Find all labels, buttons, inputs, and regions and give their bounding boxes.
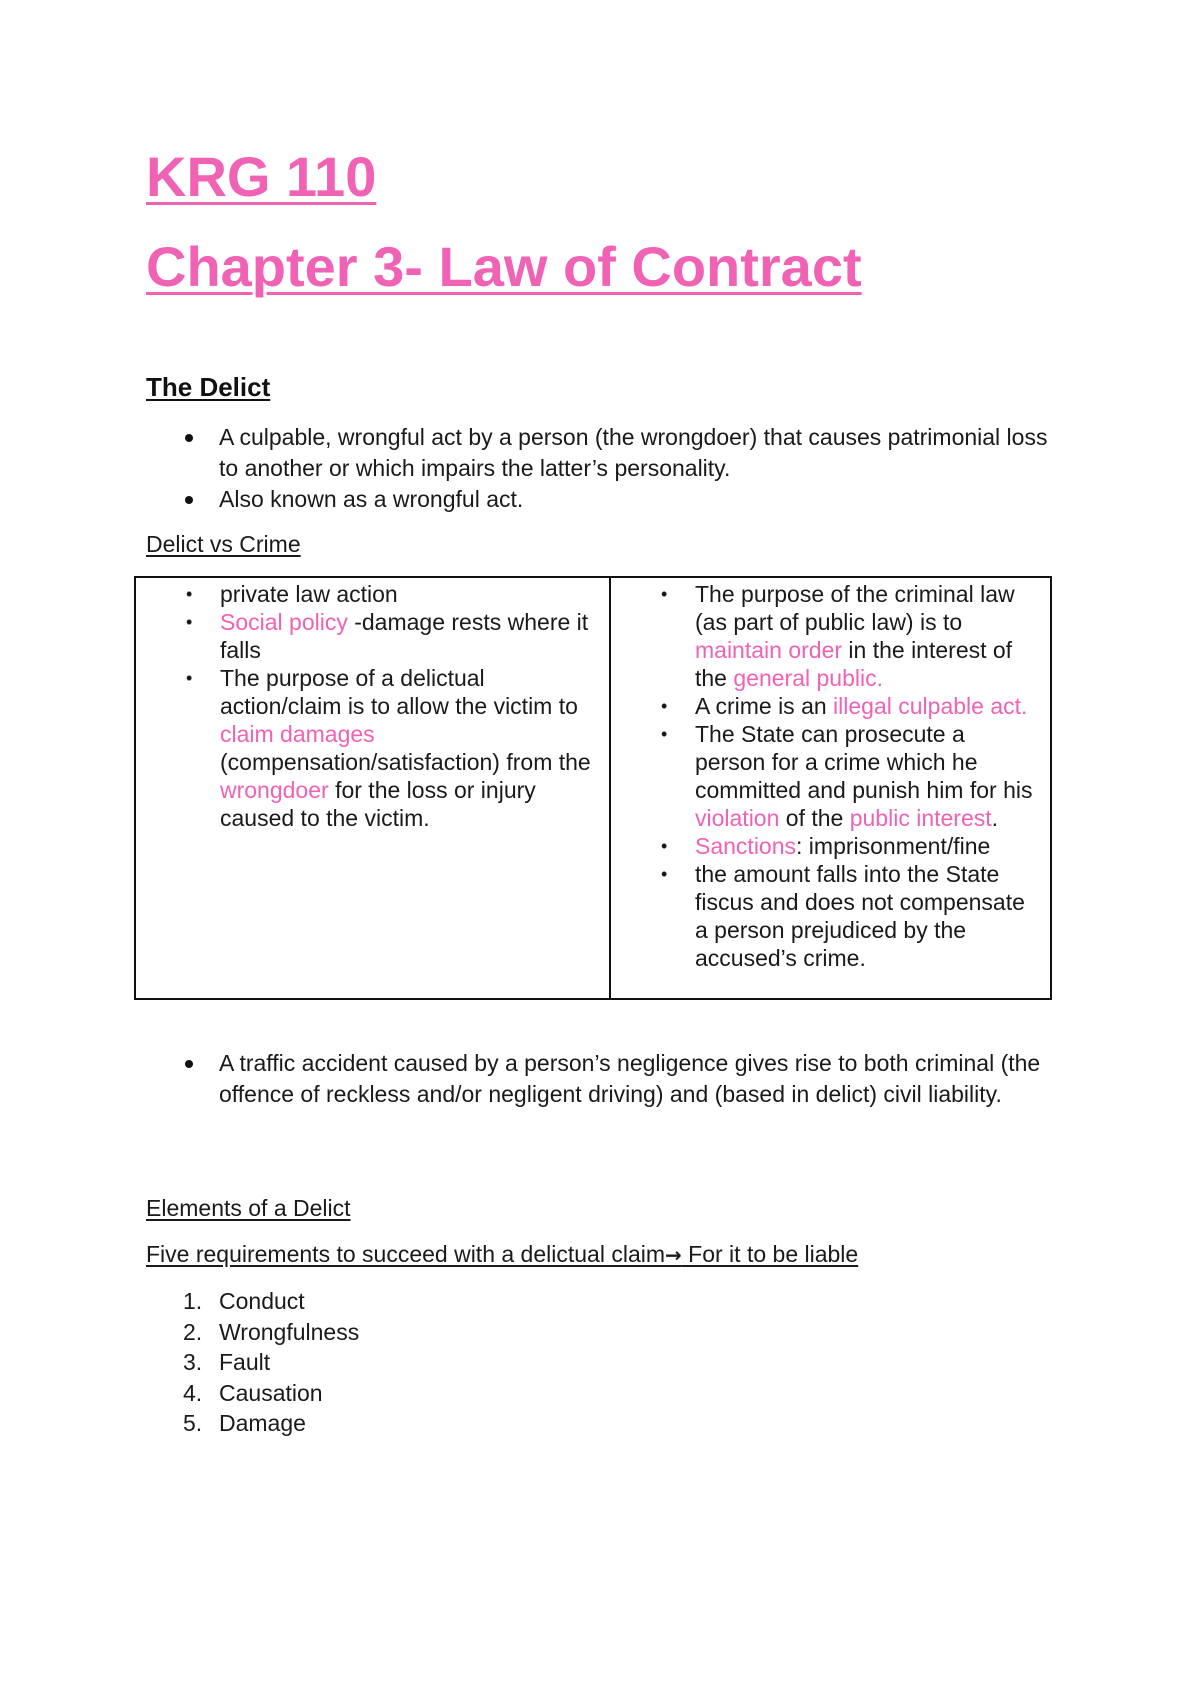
cell-text: The purpose of the criminal law (as part of public law) is to xyxy=(695,581,1015,635)
table-cell-item xyxy=(611,720,1036,832)
delict-definition-list xyxy=(146,422,1066,515)
cell-text: (compensation/satisfaction) from the xyxy=(220,749,591,775)
list-number: 1. xyxy=(183,1288,203,1314)
cell-text: the amount falls into the State fiscus and does not compensate a person prejudiced by the accused’s crime. xyxy=(695,861,1025,971)
cell-text: The purpose of a delictual action/claim is to allow the victim to xyxy=(220,665,578,719)
list-item xyxy=(146,1048,1066,1110)
requirements-intro xyxy=(146,1240,858,1269)
chapter-title: Chapter 3- Law of Contract xyxy=(146,235,862,298)
table-cell-item xyxy=(611,580,1036,692)
requirement-item xyxy=(146,1286,359,1317)
bullet-icon: • xyxy=(186,584,193,604)
highlighted-term: violation xyxy=(695,805,780,831)
requirement-item xyxy=(146,1317,359,1348)
cell-text: -damage rests where it falls xyxy=(220,609,589,663)
bullet-icon: • xyxy=(186,612,193,632)
bullet-icon xyxy=(185,1060,193,1068)
requirement-text: Damage xyxy=(219,1410,306,1436)
requirement-item xyxy=(146,1347,359,1378)
delict-column xyxy=(135,577,610,999)
bullet-icon: • xyxy=(661,584,668,604)
traffic-note-text: A traffic accident caused by a person’s negligence gives rise to both criminal (the offence of reckless and/or negligent driving) and (based in delict) civil liability. xyxy=(219,1050,1041,1107)
table-row xyxy=(135,577,1051,999)
list-number: 5. xyxy=(183,1410,203,1436)
table-cell-item xyxy=(611,692,1036,720)
requirement-text: Causation xyxy=(219,1379,323,1406)
cell-text: private law action xyxy=(220,581,398,607)
cell-text: of the xyxy=(779,805,850,831)
delict-vs-crime-table xyxy=(134,576,1052,1000)
section-heading-delict: The Delict xyxy=(146,372,271,402)
requirement-text: Wrongfulness xyxy=(219,1318,360,1345)
bullet-icon: • xyxy=(661,836,668,856)
bullet-icon: • xyxy=(186,668,193,688)
list-number: 3. xyxy=(183,1349,203,1375)
list-item-text: A culpable, wrongful act by a person (the wrongdoer) that causes patrimonial loss to another or which impairs the latter’s personality. xyxy=(219,424,1048,481)
highlighted-term: wrongdoer xyxy=(220,777,329,803)
requirements-list xyxy=(146,1286,359,1439)
delict-vs-crime-label: Delict vs Crime xyxy=(146,531,301,557)
cell-text: The State can prosecute a person for a crime which he committed and punish him for his xyxy=(695,721,1033,803)
cell-text: A crime is an xyxy=(695,693,834,719)
list-number: 2. xyxy=(183,1318,203,1345)
bullet-icon: • xyxy=(661,864,668,884)
requirements-tail-text: For it to be liable xyxy=(681,1241,859,1267)
requirements-intro-text: Five requirements to succeed with a delictual claim xyxy=(146,1241,666,1267)
table-cell-item xyxy=(136,664,595,832)
highlighted-term: public interest xyxy=(849,805,992,831)
list-item xyxy=(146,422,1066,484)
table-cell-item xyxy=(136,580,595,608)
bullet-icon: • xyxy=(661,724,668,744)
highlighted-term: Social policy xyxy=(220,609,348,635)
highlighted-term: Sanctions xyxy=(695,833,797,859)
bullet-icon xyxy=(185,496,193,504)
traffic-note-list xyxy=(146,1048,1066,1110)
requirement-text: Conduct xyxy=(219,1288,305,1314)
arrow-right-icon: → xyxy=(665,1243,682,1267)
crime-points-list xyxy=(611,580,1036,972)
list-item-text: Also known as a wrongful act. xyxy=(219,486,524,512)
cell-text: : imprisonment/fine xyxy=(796,833,991,859)
highlighted-term: maintain order xyxy=(695,637,843,663)
requirement-item xyxy=(146,1408,359,1439)
highlighted-term: illegal culpable act. xyxy=(833,693,1028,719)
cell-text: for the loss or injury caused to the victim. xyxy=(220,777,536,831)
elements-label: Elements of a Delict xyxy=(146,1195,351,1221)
highlighted-term: claim damages xyxy=(220,721,375,747)
requirement-text: Fault xyxy=(219,1349,271,1375)
table-cell-item xyxy=(136,608,595,664)
cell-text: . xyxy=(991,805,999,831)
list-item xyxy=(146,484,1066,515)
delict-points-list xyxy=(136,580,595,832)
table-cell-item xyxy=(611,832,1036,860)
cell-text: in the interest of the xyxy=(695,637,1013,691)
highlighted-term: general public. xyxy=(733,665,883,691)
list-number: 4. xyxy=(183,1379,203,1406)
bullet-icon xyxy=(185,434,193,442)
bullet-icon: • xyxy=(661,696,668,716)
requirement-item xyxy=(146,1378,359,1409)
crime-column xyxy=(610,577,1051,999)
course-title: KRG 110 xyxy=(146,145,377,208)
table-cell-item xyxy=(611,860,1036,972)
